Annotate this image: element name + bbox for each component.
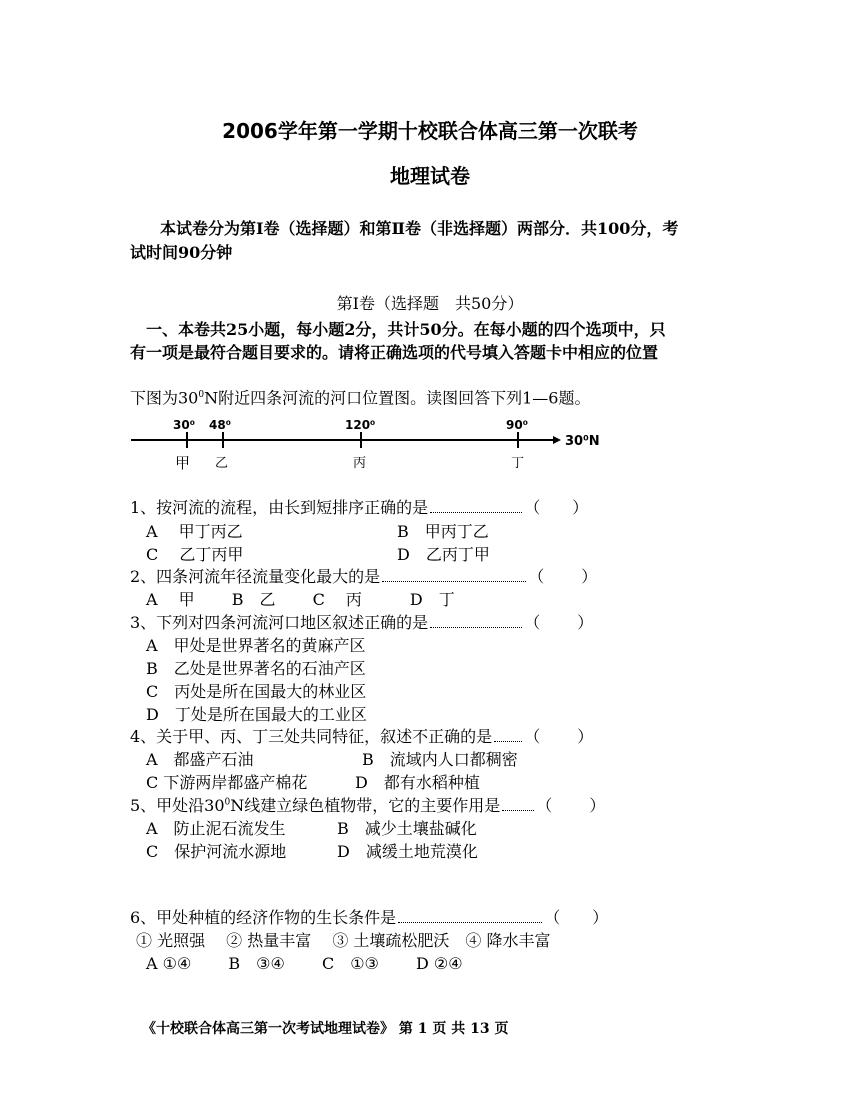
question-4-paren: （ ） <box>524 727 594 746</box>
tick-jia <box>173 418 195 472</box>
question-5-stem-sup: 0 <box>224 797 231 808</box>
tick-deg-yi: 48⁰ <box>209 418 231 432</box>
tick-bing <box>345 418 375 471</box>
figure-caption: 下图为$30^0N$附近四条河流的河口位置图。读图回答下列1—6题。 <box>130 388 591 408</box>
tick-name-bing: 丙 <box>353 456 367 471</box>
tick-name-jia: 甲 <box>175 454 191 472</box>
question-2-stem: 2、四条河流年径流量变化最大的是 <box>130 567 381 586</box>
tick-name-ding: 丁 <box>511 456 525 471</box>
q6-options: A ①④ B ③④ C ①③ D ②④ <box>146 954 463 973</box>
tick-name-yi: 乙 <box>215 456 229 471</box>
tick-ding <box>506 418 528 471</box>
question-4-stem: 4、关于甲、丙、丁三处共同特征，叙述不正确的是 <box>130 727 493 746</box>
question-1-stem: 1、按河流的流程，由长到短排序正确的是 <box>130 498 429 517</box>
question-1-paren: （ ） <box>524 498 589 517</box>
page-footer: 《十校联合体高三第一次考试地理试卷》 第 1 页 共 13 页 <box>142 1021 509 1037</box>
question-4 <box>130 724 593 747</box>
tick-deg-jia: 30⁰ <box>173 418 195 432</box>
question-5-stem-post: N线建立绿色植物带，它的主要作用是 <box>230 796 501 815</box>
q1-option-b: B 甲丙丁乙 <box>397 522 489 541</box>
question-2 <box>130 564 597 587</box>
q1-option-d: D 乙丙丁甲 <box>397 545 490 564</box>
q4-option-d: D 都有水稻种植 <box>355 773 480 792</box>
q2-options: A 甲 B 乙 C 丙 D 丁 <box>146 590 455 609</box>
q4-option-a: A 都盛产石油 <box>146 750 254 769</box>
q3-option-a: A 甲处是世界著名的黄麻产区 <box>146 636 366 655</box>
intro-line-2: 试时间90分钟 <box>130 243 233 262</box>
q4-option-b: B 流域内人口都稠密 <box>362 750 518 769</box>
tick-yi <box>209 418 231 471</box>
q1-option-a: A 甲丁丙乙 <box>146 522 243 541</box>
arrow-head <box>553 436 561 444</box>
question-2-paren: （ ） <box>528 567 598 586</box>
question-5 <box>130 793 605 816</box>
q1-option-c: C 乙丁丙甲 <box>146 545 244 564</box>
latitude-label: 30⁰N <box>565 434 600 449</box>
question-1 <box>130 495 588 518</box>
q4-option-c: C 下游两岸都盛产棉花 <box>146 773 308 792</box>
section-instruction-1: 一、本卷共25小题，每小题2分，共计50分。在每小题的四个选项中，只 <box>146 320 666 339</box>
section-instruction-2: 有一项是最符合题目要求的。请将正确选项的代号填入答题卡中相应的位置 <box>130 343 659 362</box>
question-6-stem: 6、甲处种植的经济作物的生长条件是 <box>130 908 397 927</box>
river-mouth-diagram <box>125 412 625 474</box>
question-6 <box>130 905 608 928</box>
tick-deg-bing: 120⁰ <box>345 418 376 432</box>
q5-option-b: B 减少土壤盐碱化 <box>337 819 477 838</box>
question-6-paren: （ ） <box>544 908 609 927</box>
q3-option-d: D 丁处是所在国最大的工业区 <box>146 705 367 724</box>
question-3-paren: （ ） <box>524 613 594 632</box>
question-5-paren: （ ） <box>536 796 606 815</box>
section-heading: 第Ⅰ卷（选择题 共50分） <box>336 294 524 313</box>
intro-line-1: 本试卷分为第Ⅰ卷（选择题）和第Ⅱ卷（非选择题）两部分．共100分，考 <box>160 219 679 238</box>
exam-title: 2006学年第一学期十校联合体高三第一次联考 <box>222 119 638 143</box>
q5-option-d: D 减缓土地荒漠化 <box>337 842 478 861</box>
tick-deg-ding: 90⁰ <box>506 418 528 432</box>
q6-conditions: ① 光照强 ② 热量丰富 ③ 土壤疏松肥沃 ④ 降水丰富 <box>136 931 551 950</box>
q5-option-c: C 保护河流水源地 <box>146 842 287 861</box>
question-5-stem-pre: 5、甲处沿30 <box>130 796 225 815</box>
q3-option-c: C 丙处是所在国最大的林业区 <box>146 682 367 701</box>
question-3-stem: 3、下列对四条河流河口地区叙述正确的是 <box>130 613 429 632</box>
q3-option-b: B 乙处是世界著名的石油产区 <box>146 659 366 678</box>
q5-option-a: A 防止泥石流发生 <box>146 819 286 838</box>
exam-subtitle: 地理试卷 <box>390 164 470 188</box>
question-3 <box>130 610 593 633</box>
